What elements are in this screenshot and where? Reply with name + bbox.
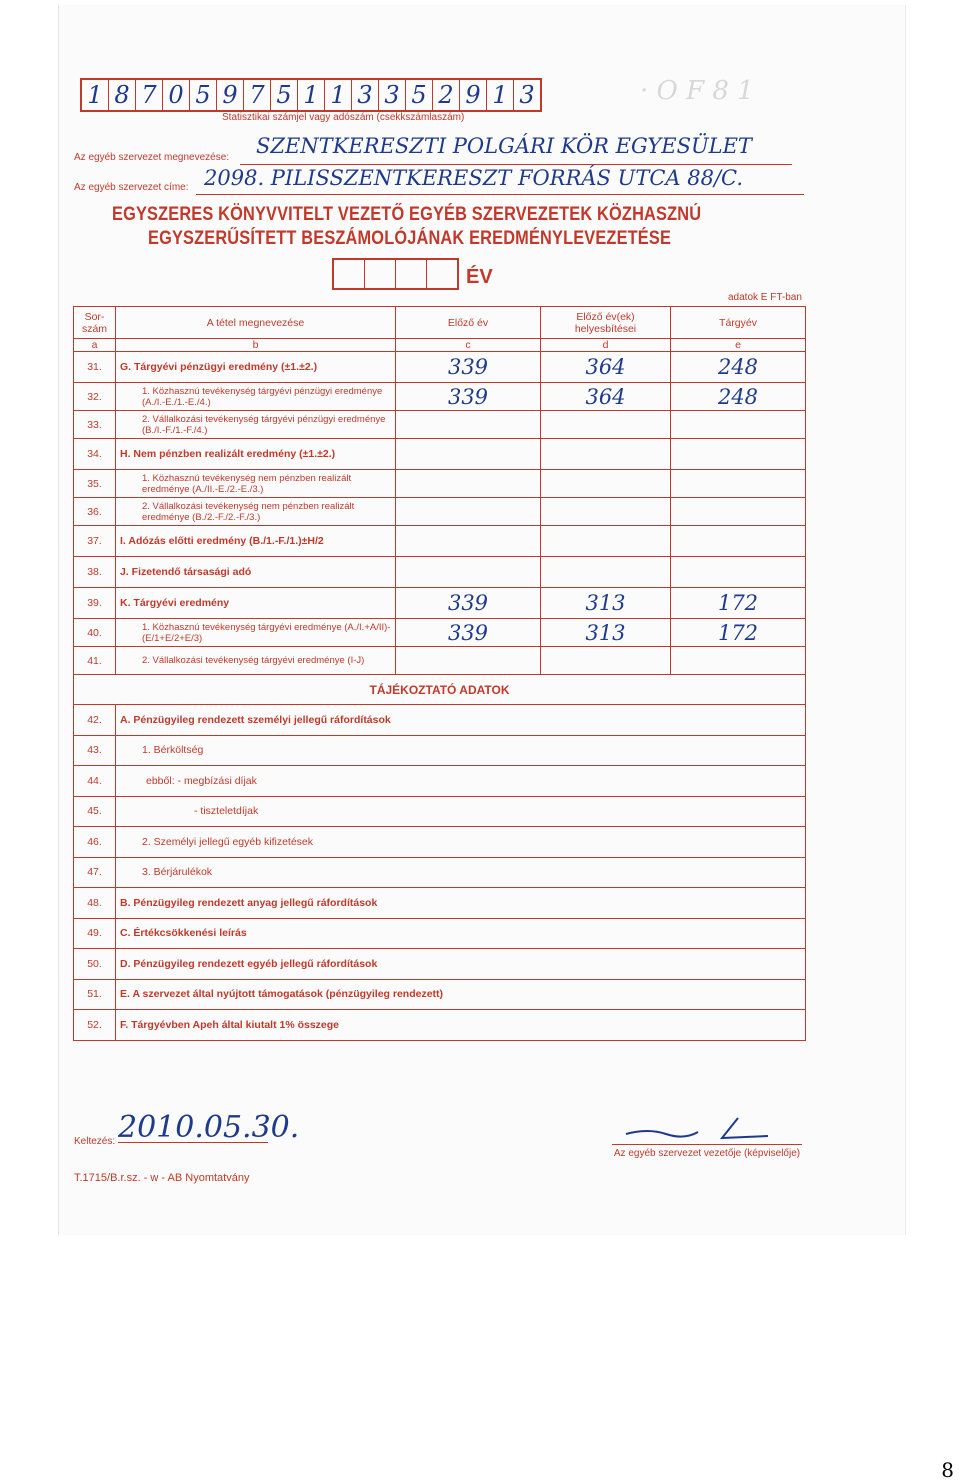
row-label: C. Értékcsökkenési leírás: [116, 918, 806, 949]
value-previous-year: [396, 526, 541, 557]
row-label: D. Pénzügyileg rendezett egyéb jellegű ráfordítások: [116, 949, 806, 980]
row-number: 37.: [74, 526, 116, 557]
info-row: [74, 1010, 806, 1041]
value-previous-year: [396, 647, 541, 675]
row-number: 34.: [74, 439, 116, 470]
date-line: [118, 1142, 268, 1143]
row-number: 31.: [74, 352, 116, 383]
signature-label: Az egyéb szervezet vezetője (képviselője): [613, 1148, 801, 1159]
col-e: e: [671, 339, 806, 352]
signature-image: [618, 1112, 778, 1144]
value-corrections: [541, 498, 671, 526]
tax-digit: 1: [298, 80, 325, 110]
value-corrections: [541, 411, 671, 439]
value-current-year: 172: [671, 588, 806, 619]
tax-digit: 3: [352, 80, 379, 110]
value-current-year: [671, 498, 806, 526]
value-previous-year: [396, 411, 541, 439]
value-corrections: 313: [541, 619, 671, 647]
table-row: [74, 588, 806, 619]
row-label: F. Tárgyévben Apeh által kiutalt 1% összege: [116, 1010, 806, 1041]
date-value: 2010.05.30.: [118, 1110, 300, 1145]
value-corrections: [541, 470, 671, 498]
table-row: [74, 498, 806, 526]
row-number: 48.: [74, 888, 116, 919]
tax-digit: 0: [163, 80, 190, 110]
row-label: 1. Közhasznú tevékenység nem pénzben realizált eredménye (A./II.-E./2.-E./3.): [116, 470, 396, 498]
row-number: 35.: [74, 470, 116, 498]
tax-digit: 5: [406, 80, 433, 110]
signature-line: [612, 1144, 802, 1145]
row-label: 2. Vállalkozási tevékenység nem pénzben realizált eredménye (B./2.-F./2.-F./3.): [116, 498, 396, 526]
row-number: 43.: [74, 735, 116, 766]
col-b: b: [116, 339, 396, 352]
value-previous-year: 339: [396, 383, 541, 411]
info-header-row: [74, 675, 806, 705]
table-row: [74, 411, 806, 439]
units-note: adatok E FT-ban: [728, 292, 802, 303]
table-row: [74, 557, 806, 588]
info-row: [74, 888, 806, 919]
year-boxes: [332, 258, 459, 290]
value-previous-year: 339: [396, 352, 541, 383]
value-corrections: [541, 647, 671, 675]
faint-tax-number-suffix: · O F 8 1: [640, 76, 754, 106]
tax-digit: 3: [519, 81, 535, 109]
row-number: 41.: [74, 647, 116, 675]
table-row: [74, 470, 806, 498]
date-label: Keltezés:: [74, 1136, 116, 1147]
value-previous-year: [396, 557, 541, 588]
tax-digit: 7: [136, 80, 163, 110]
row-number: 42.: [74, 705, 116, 736]
tax-digit: 9: [217, 80, 244, 110]
row-label: ebből: - megbízási díjak: [116, 766, 806, 797]
value-current-year: [671, 439, 806, 470]
table-column-letters: [74, 339, 806, 352]
info-row: [74, 979, 806, 1010]
year-label: ÉV: [466, 266, 493, 288]
value-current-year: [671, 470, 806, 498]
row-number: 38.: [74, 557, 116, 588]
page-number: 8: [941, 1458, 954, 1482]
value-current-year: 172: [671, 619, 806, 647]
tax-number-boxes: [80, 78, 542, 112]
info-header: TÁJÉKOZTATÓ ADATOK: [74, 675, 806, 705]
tax-digit: 5: [271, 80, 298, 110]
value-corrections: [541, 439, 671, 470]
row-number: 44.: [74, 766, 116, 797]
info-row: [74, 918, 806, 949]
row-label: 2. Személyi jellegű egyéb kifizetések: [116, 827, 806, 858]
row-label: 1. Bérköltség: [116, 735, 806, 766]
info-row: [74, 766, 806, 797]
value-corrections: [541, 526, 671, 557]
value-previous-year: [396, 439, 541, 470]
row-label: 2. Vállalkozási tevékenység tárgyévi pénzügyi eredménye (B./I.-F./1.-F./4.): [116, 411, 396, 439]
row-label: B. Pénzügyileg rendezett anyag jellegű ráfordítások: [116, 888, 806, 919]
row-label: J. Fizetendő társasági adó: [116, 557, 396, 588]
row-label: A. Pénzügyileg rendezett személyi jellegű ráfordítások: [116, 705, 806, 736]
row-number: 49.: [74, 918, 116, 949]
info-row: [74, 827, 806, 858]
tax-number-label: Statisztikai számjel vagy adószám (csekkszámlaszám): [222, 112, 465, 123]
col-c: c: [396, 339, 541, 352]
value-previous-year: 339: [396, 619, 541, 647]
value-previous-year: [396, 470, 541, 498]
tax-digit: 5: [190, 80, 217, 110]
info-row: [74, 949, 806, 980]
row-label: - tiszteletdíjak: [116, 796, 806, 827]
tax-digit: 3: [379, 80, 406, 110]
row-number: 40.: [74, 619, 116, 647]
row-number: 45.: [74, 796, 116, 827]
tax-digit: 1: [325, 80, 352, 110]
col-a: a: [74, 339, 116, 352]
table-row: [74, 439, 806, 470]
row-number: 33.: [74, 411, 116, 439]
org-address-label: Az egyéb szervezet címe:: [74, 182, 189, 193]
form-title-line2: EGYSZERŰSÍTETT BESZÁMOLÓJÁNAK EREDMÉNYLEVEZETÉSE: [148, 228, 672, 249]
form-title-line1: EGYSZERES KÖNYVVITELT VEZETŐ EGYÉB SZERVEZETEK KÖZHASZNÚ: [112, 204, 702, 225]
row-label: 1. Közhasznú tevékenység tárgyévi pénzügyi eredménye (A./I.-E./1.-E./4.): [116, 383, 396, 411]
row-label: K. Tárgyévi eredmény: [116, 588, 396, 619]
row-label: 1. Közhasznú tevékenység tárgyévi eredménye (A./I.+A/II)-(E/1+E/2+E/3): [116, 619, 396, 647]
row-label: 3. Bérjárulékok: [116, 857, 806, 888]
table-row: [74, 619, 806, 647]
row-number: 32.: [74, 383, 116, 411]
value-current-year: [671, 557, 806, 588]
org-address-line: [196, 194, 804, 195]
value-corrections: 364: [541, 352, 671, 383]
header-elozo-ev: Előző év: [396, 307, 541, 339]
value-corrections: 364: [541, 383, 671, 411]
table-row: [74, 383, 806, 411]
tax-digit: 9: [460, 80, 487, 110]
row-number: 52.: [74, 1010, 116, 1041]
org-name-label: Az egyéb szervezet megnevezése:: [74, 152, 230, 163]
table-row: [74, 647, 806, 675]
header-targyev: Tárgyév: [671, 307, 806, 339]
income-statement-table: [73, 306, 806, 1041]
row-label: E. A szervezet által nyújtott támogatások (pénzügyileg rendezett): [116, 979, 806, 1010]
value-current-year: [671, 647, 806, 675]
row-number: 50.: [74, 949, 116, 980]
table-header-row: [74, 307, 806, 339]
row-number: 46.: [74, 827, 116, 858]
row-number: 47.: [74, 857, 116, 888]
tax-digit: 1: [82, 80, 109, 110]
row-label: I. Adózás előtti eredmény (B./1.-F./1.)±H/2: [116, 526, 396, 557]
tax-digit: 8: [109, 80, 136, 110]
row-label: H. Nem pénzben realizált eredmény (±1.±2.): [116, 439, 396, 470]
table-row: [74, 352, 806, 383]
value-current-year: 248: [671, 352, 806, 383]
row-label: 2. Vállalkozási tevékenység tárgyévi eredménye (I-J): [116, 647, 396, 675]
value-previous-year: [396, 498, 541, 526]
value-corrections: [541, 557, 671, 588]
value-current-year: 248: [671, 383, 806, 411]
header-tetel: A tétel megnevezése: [116, 307, 396, 339]
form-code: T.1715/B.r.sz. - w - AB Nyomtatvány: [74, 1172, 250, 1184]
tax-digit: 2: [433, 80, 460, 110]
header-helyesbites: Előző év(ek) helyesbítései: [541, 307, 671, 339]
info-row: [74, 796, 806, 827]
tax-digit: 7: [244, 80, 271, 110]
org-address-value: 2098. PILISSZENTKERESZT FORRÁS UTCA 88/C.: [204, 166, 744, 190]
header-sorszam: Sor-szám: [74, 307, 116, 339]
value-previous-year: 339: [396, 588, 541, 619]
info-row: [74, 857, 806, 888]
row-label: G. Tárgyévi pénzügyi eredmény (±1.±2.): [116, 352, 396, 383]
org-name-line: [240, 164, 792, 165]
info-row: [74, 735, 806, 766]
row-number: 36.: [74, 498, 116, 526]
tax-digit: 1: [487, 80, 514, 110]
row-number: 51.: [74, 979, 116, 1010]
value-current-year: [671, 526, 806, 557]
org-name-value: SZENTKERESZTI POLGÁRI KÖR EGYESÜLET: [256, 134, 752, 158]
info-row: [74, 705, 806, 736]
value-corrections: 313: [541, 588, 671, 619]
table-row: [74, 526, 806, 557]
value-current-year: [671, 411, 806, 439]
row-number: 39.: [74, 588, 116, 619]
col-d: d: [541, 339, 671, 352]
